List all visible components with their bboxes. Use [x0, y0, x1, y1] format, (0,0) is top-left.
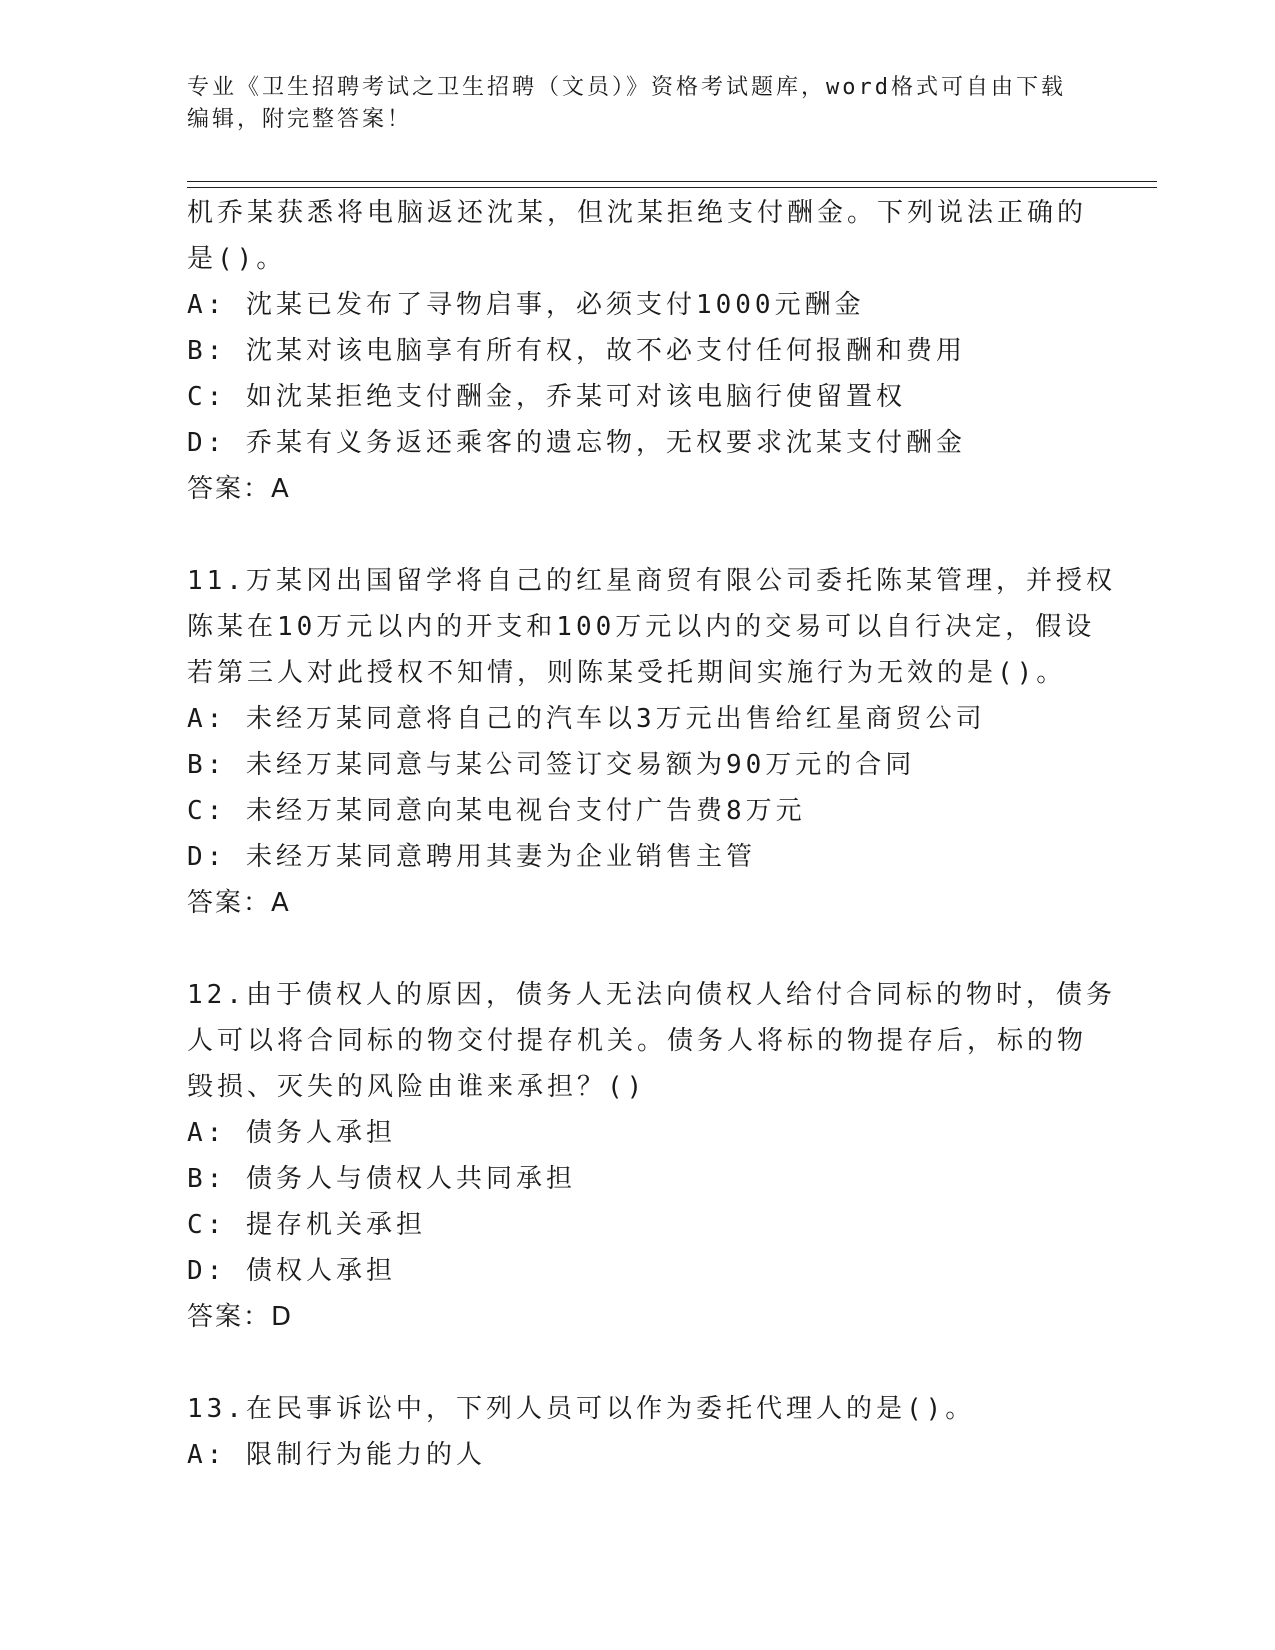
spacer: [187, 926, 1087, 972]
question-stem-line: 陈某在10万元以内的开支和100万元以内的交易可以自行决定，假设: [187, 612, 1096, 642]
question-13: [187, 1386, 1087, 1478]
option-a: A: 限制行为能力的人: [187, 1440, 486, 1470]
question-stem-line: 12.由于债权人的原因，债务人无法向债权人给付合同标的物时，债务: [187, 980, 1116, 1010]
question-stem-line: 是()。: [187, 244, 287, 274]
option-c: C: 未经万某同意向某电视台支付广告费8万元: [187, 796, 806, 826]
header-line-1: 专业《卫生招聘考试之卫生招聘（文员）》资格考试题库，word格式可自由下载: [187, 75, 1066, 100]
question-stem-line: 毁损、灭失的风险由谁来承担？(): [187, 1072, 647, 1102]
answer: 答案：A: [187, 888, 291, 918]
question-10: [187, 190, 1087, 512]
option-d: D: 乔某有义务返还乘客的遗忘物，无权要求沈某支付酬金: [187, 428, 966, 458]
option-b: B: 债务人与债权人共同承担: [187, 1164, 576, 1194]
option-c: C: 如沈某拒绝支付酬金，乔某可对该电脑行使留置权: [187, 382, 906, 412]
document-header: [187, 72, 1087, 136]
option-d: D: 未经万某同意聘用其妻为企业销售主管: [187, 842, 756, 872]
header-line-2: 编辑，附完整答案！: [187, 107, 413, 132]
option-b: B: 沈某对该电脑享有所有权，故不必支付任何报酬和费用: [187, 336, 966, 366]
option-c: C: 提存机关承担: [187, 1210, 426, 1240]
header-divider-top: [187, 181, 1157, 182]
option-a: A: 未经万某同意将自己的汽车以3万元出售给红星商贸公司: [187, 704, 986, 734]
answer: 答案：D: [187, 1302, 294, 1332]
option-a: A: 债务人承担: [187, 1118, 396, 1148]
option-b: B: 未经万某同意与某公司签订交易额为90万元的合同: [187, 750, 916, 780]
answer: 答案：A: [187, 474, 291, 504]
document-body: [187, 190, 1116, 1478]
question-stem-line: 11.万某冈出国留学将自己的红星商贸有限公司委托陈某管理，并授权: [187, 566, 1116, 596]
header-divider-bottom: [187, 187, 1157, 188]
spacer: [187, 1340, 1087, 1386]
question-11: [187, 558, 1116, 926]
question-stem-line: 机乔某获悉将电脑返还沈某，但沈某拒绝支付酬金。下列说法正确的: [187, 198, 1088, 228]
spacer: [187, 512, 1087, 558]
option-d: D: 债权人承担: [187, 1256, 396, 1286]
option-a: A: 沈某已发布了寻物启事，必须支付1000元酬金: [187, 290, 865, 320]
question-stem-line: 13.在民事诉讼中，下列人员可以作为委托代理人的是()。: [187, 1394, 976, 1424]
question-12: [187, 972, 1116, 1340]
question-stem-line: 若第三人对此授权不知情，则陈某受托期间实施行为无效的是()。: [187, 658, 1067, 688]
question-stem-line: 人可以将合同标的物交付提存机关。债务人将标的物提存后，标的物: [187, 1026, 1088, 1056]
